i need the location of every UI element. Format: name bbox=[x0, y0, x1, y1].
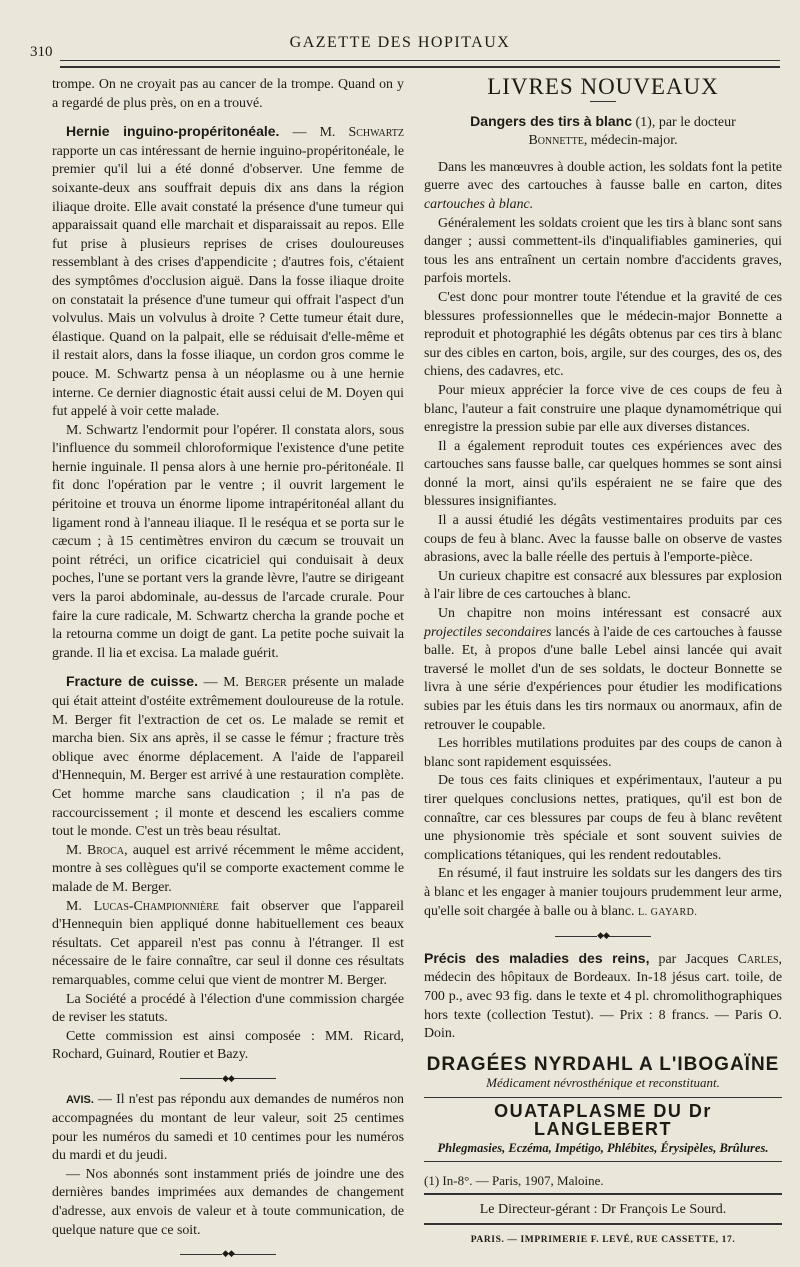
advert-dragees-subtitle: Médicament névrosthénique et reconstituant. bbox=[486, 1075, 720, 1091]
review-paragraph: C'est donc pour montrer toute l'étendue et la gravité de ces blessures professionnelles que le médecin-major Bonnette a reproduit et photographié les dégâts obtenus par ces tirs à blanc sur des cibles en carton, bois, argile, sur des courges, des os, des chiens, des cadavres, etc. bbox=[424, 289, 782, 380]
fracture-heading: Fracture de cuisse. bbox=[66, 673, 198, 690]
title-rule bbox=[590, 101, 616, 102]
intro-paragraph: trompe. On ne croyait pas au cancer de la trompe. Quand on y a regardé de plus près, on en a trouvé. bbox=[52, 77, 404, 111]
avis-paragraph-2: — Nos abonnés sont instamment priés de joindre une des dernières bandes imprimées aux demandes de changement d'adresse, aux envois de valeur et à toute communication, de quelque nature que ce soit. bbox=[52, 1166, 404, 1238]
header-rule-bottom bbox=[60, 66, 780, 68]
hernie-paragraph-2: M. Schwartz l'endormit pour l'opérer. Il constata alors, sous l'influence du sommeil chloroformique l'existence d'une petite hernie inguinale. Il pensa alors à une hernie pro-péritonéale. Il fit donc l'opération par le ventre ; il ouvrit largement le péritoine et trouva un énorme lipome intrapéritonéal allant du ligament rond à l'anneau iliaque. Il le reséqua et se porta sur le cæcum ; à 15 centimètres environ du cæcum se trouvait un point rétréci, un orifice cicatriciel qui conduisait à deux poches, l'une se portant vers la grande lèvre, l'autre se dirigeant vers la paroi abdominale, au-dessus de l'arcade crurale. Pour faire la cure radicale, M. Schwartz chercha la grande poche et la retourna comme un doigt de gant. La petite poche suivait la grande. Il lia et excisa. La malade guérit. bbox=[52, 422, 404, 661]
commission-paragraph: Cette commission est ainsi composée : MM. Ricard, Rochard, Guinard, Routier et Bazy. bbox=[52, 1028, 404, 1063]
review-paragraph: Pour mieux apprécier la force vive de ces coups de feu à blanc, l'auteur a fait construire une plaque dynamométrique qui enregistre la pression subie par elle aux diverses distances. bbox=[424, 382, 782, 436]
fracture-paragraph: Fracture de cuisse. — M. Berger présente un malade qui était atteint d'ostéite extrêmement douloureuse de la rotule. M. Berger fit l'extraction de cet os. Le malade se remit et marcha bien. Six ans après, il se casse le fémur ; fracture très oblique avec énorme déplacement. A l'aide de l'appareil d'Hennequin, M. Berger est arrivé à une restauration complète. Cet homme marche sans claudication ; il n'a pas de raccourcissement ; il monte et descend les escaliers comme tout le monde. C'est un très beau résultat. bbox=[52, 673, 404, 840]
page-number: 310 bbox=[30, 44, 53, 60]
avis-label: AVIS. bbox=[66, 1094, 94, 1107]
review-paragraph: Dans les manœuvres à double action, les soldats font la petite guerre avec des cartouches à fausse balle en carton, dites cartouches à blanc. bbox=[424, 159, 782, 212]
author-name: Schwartz bbox=[348, 125, 404, 141]
review-signature: L. GAYARD. bbox=[638, 906, 698, 918]
societe-paragraph: La Société a procédé à l'élection d'une commission chargée de reviser les statuts. bbox=[52, 991, 404, 1026]
author-name: Berger bbox=[244, 675, 287, 691]
hernie-paragraph: Hernie inguino-propéritonéale. — M. Schwartz rapporte un cas intéressant de hernie inguino-propéritonéale, le premier qu'il lui a été donné d'observer. Une femme de soixante-deux ans souffrait depuis dix ans dans la région iliaque droite. Elle avait constaté la présence d'une tumeur qui apparaissait quand elle marchait et disparaissait au repos. Elle fut prise à plusieurs reprises de crises douloureuses ressemblant à des crises d'appendicite ; d'autres fois, c'étaient des symptômes d'occlusion aiguë. Dans la fosse iliaque droite on constatait la présence d'une tumeur qui offrait l'aspect d'un volvulus. Mais un volvulus à droite ? Cette tumeur était dure, élastique. Quand on la palpait, elle se réduisait d'elle-même et il restait alors, dans la fosse iliaque, un cordon gros comme le pouce. M. Schwartz pensa à un néoplasme ou à une hernie interne. Ce dernier diagnostic était aussi celui de M. Doyen qui fut appelé à voir cette malade. bbox=[52, 123, 404, 420]
divider bbox=[424, 1223, 782, 1225]
lucas-paragraph: M. Lucas-Championnière fait observer que l'appareil d'Hennequin bien appliqué donne habituellement ces beaux résultats. Cet appareil n'est pas connu à l'étranger. Il est nécessaire de le faire connaître, car seul il donne ces résultats remarquables, comme celui que vient de montrer M. Berger. bbox=[52, 898, 405, 988]
header-rule-top bbox=[60, 60, 780, 61]
author-name: Carles bbox=[737, 951, 779, 967]
section-title: LIVRES NOUVEAUX bbox=[487, 74, 719, 99]
review2-paragraph: Précis des maladies des reins, par Jacques Carles, médecin des hôpitaux de Bordeaux. In-18 jésus cart. toile, de 700 p., avec 93 fig. dans le texte et 4 pl. chromolithographiques hors texte (collection Testut). — Prix : 8 francs. — Paris O. Doin. bbox=[424, 949, 782, 1042]
directeur-line: Le Directeur-gérant : Dr François Le Sourd. bbox=[479, 1202, 727, 1218]
broca-paragraph: M. Broca, auquel est arrivé récemment le même accident, montre à ses collègues qu'il se comporte exactement comme le malade de M. Berger. bbox=[52, 842, 404, 895]
ornament-divider: ◆◆ bbox=[52, 1244, 404, 1263]
review-paragraph: Il a également reproduit toutes ces expériences avec des cartouches sans fausse balle, car quelques hommes se sont ainsi donné la mort, ainsi qu'ils espéraient ne se faire que des blessures insignifiantes. bbox=[424, 438, 782, 510]
review-paragraph: Un curieux chapitre est consacré aux blessures par explosion à l'air libre de ces cartouches à blanc. bbox=[424, 568, 782, 603]
review-paragraph: De tous ces faits cliniques et expérimentaux, l'auteur a pu tirer quelques conclusions nettes, pratiques, qu'il est bon de connaître, car ces blessures par coups de feu à blanc revêtent une physionomie très spéciale et sont souvent suivies de complications tétaniques, qui les rendent redoutables. bbox=[424, 773, 782, 863]
review2-title: Précis des maladies des reins, bbox=[424, 949, 650, 966]
hernie-heading: Hernie inguino-propéritonéale. bbox=[66, 123, 280, 140]
left-column bbox=[52, 76, 404, 1267]
imprint-line: PARIS. — IMPRIMERIE F. LEVÉ, RUE CASSETTE, 17. bbox=[470, 1234, 736, 1245]
review-paragraph: En résumé, il faut instruire les soldats sur les dangers des tirs à blanc et les engager à manier toujours prudemment leur arme, qu'elle soit chargée à balle ou à blanc. L. GAYARD. bbox=[424, 866, 782, 919]
advert-dragees-title: DRAGÉES NYRDAHL A L'IBOGAÏNE bbox=[426, 1053, 780, 1075]
ornament-divider: ◆◆ bbox=[52, 1069, 404, 1088]
author-name: Lucas-Championnière bbox=[93, 898, 219, 914]
review-paragraph: Généralement les soldats croient que les tirs à blanc sont sans danger ; aussi commettent-ils d'inqualifiables gamineries, qui tous les ans entraînent un certain nombre d'accidents graves, parfois mortels. bbox=[424, 215, 782, 287]
footnote: (1) In-8°. — Paris, 1907, Maloine. bbox=[424, 1172, 604, 1188]
divider bbox=[424, 1193, 782, 1195]
author-name: Broca bbox=[87, 842, 125, 858]
advert-ouataplasme-subtitle: Phlegmasies, Eczéma, Impétigo, Phlébites, Érysipèles, Brûlures. bbox=[437, 1141, 769, 1156]
right-column bbox=[424, 76, 782, 1249]
review-paragraph: Les horribles mutilations produites par des coups de canon à blanc sont rapidement esquissées. bbox=[424, 736, 782, 770]
avis-paragraph: AVIS. — Il n'est pas répondu aux demandes de numéros non accompagnées du montant de leur valeur, soit 25 centimes pour les numéros du samedi et 10 centimes pour les numéros du mardi et du jeudi. bbox=[52, 1092, 404, 1164]
review-paragraph: Un chapitre non moins intéressant est consacré aux projectiles secondaires lancés à l'aide de ces cartouches à fausse balle. Et, à propos d'une balle Lebel ainsi lancée qui avait traversé le mollet d'un de ses soldats, le docteur Bonnette se livra à une série d'expériences pour étudier les modifications subies par les étuis dans les tirs normaux ou anormaux, afin de retrouver le coupable. bbox=[424, 606, 782, 733]
ornament-divider: ◆◆ bbox=[424, 926, 782, 945]
review-title: Dangers des tirs à blanc (1), par le docteur bbox=[470, 112, 736, 130]
review-author-line: Bonnette, médecin-major. bbox=[528, 133, 678, 149]
divider bbox=[424, 1161, 782, 1162]
review-paragraph: Il a aussi étudié les dégâts vestimentaires produits par ces coups de feu à blanc. Avec la fausse balle on observe de vastes abrasions, avec la balle réelle des pertuis à l'emporte-pièce. bbox=[424, 513, 782, 566]
author-name: Bonnette bbox=[528, 133, 584, 149]
running-title: GAZETTE DES HOPITAUX bbox=[289, 34, 511, 51]
advert-ouataplasme-title: OUATAPLASME DU Dr LANGLEBERT bbox=[424, 1097, 782, 1139]
